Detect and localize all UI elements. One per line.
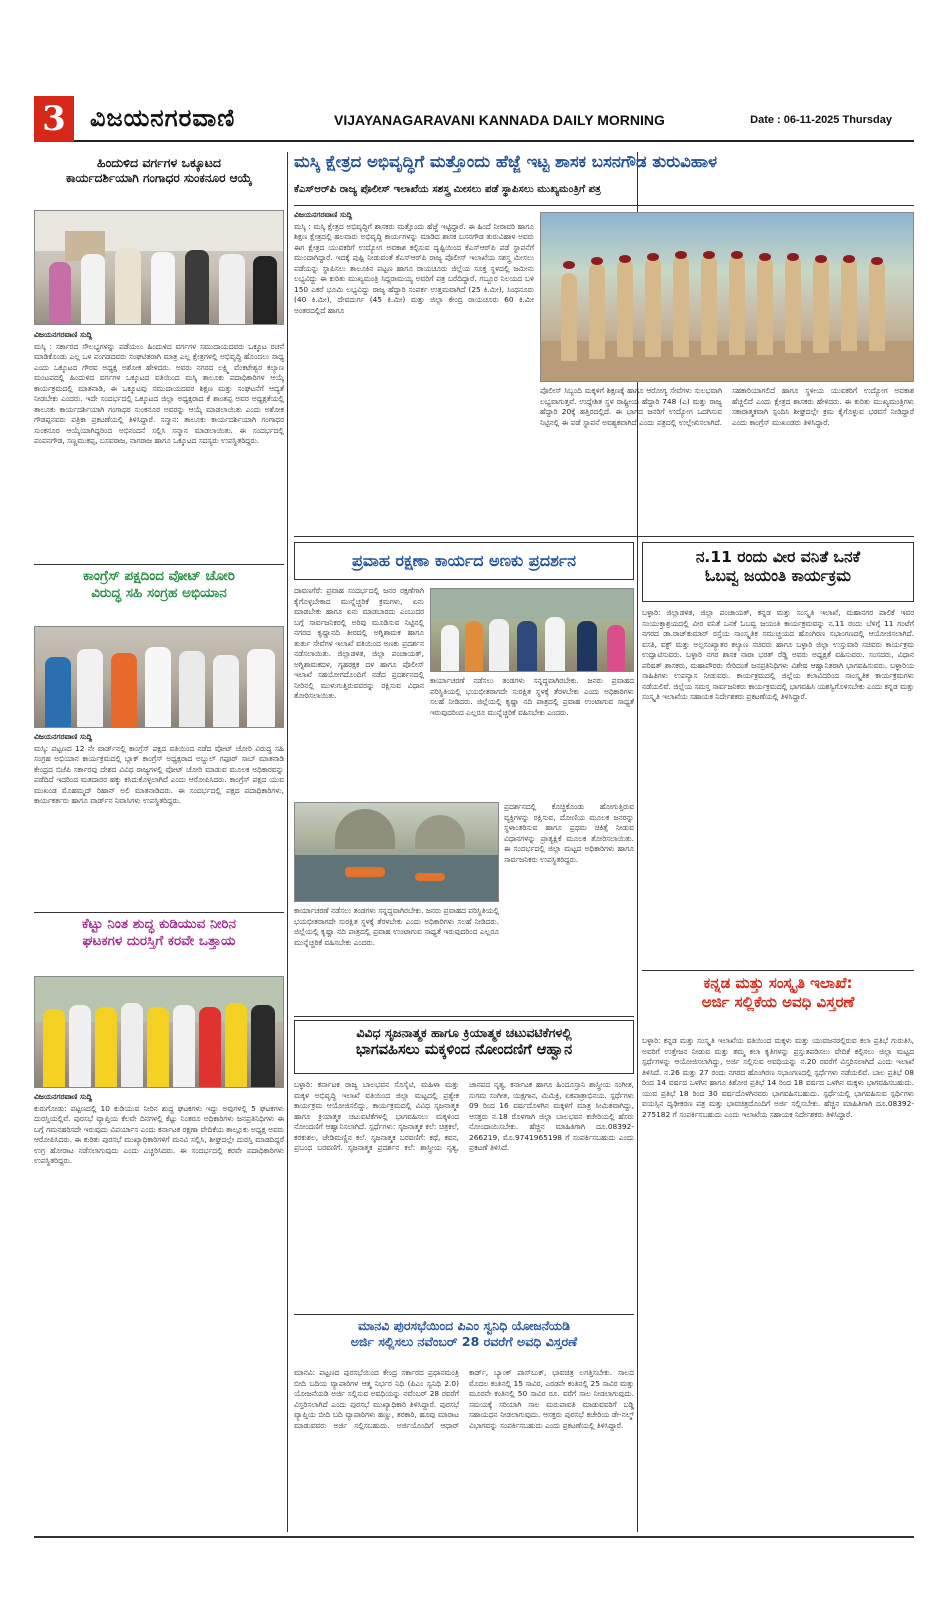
section-rule: [642, 970, 914, 971]
article-flood-drill-headline: [294, 542, 634, 580]
article-text: ಪೊಲೀಸ್ ಸಿಬ್ಬಂದಿ ಮಕ್ಕಳಿಗೆ ಶಿಕ್ಷಣಕ್ಕೆ ಹಾಗೂ ಆರೋಗ್ಯ ಸೇವೆಗಳು ಸುಲಭವಾಗಿ ಲಭ್ಯವಾಗುತ್ತವೆ. ಉದ್ದೇಶಿತ ಸ್ಥಳ ರಾಷ್ಟ್ರೀಯ ಹೆದ್ದಾರಿ 748 (ಎ) ಮತ್ತು ರಾಜ್ಯ ಹೆದ್ದಾರಿ 20ಕ್ಕೆ ಹತ್ತಿರದಲ್ಲಿದೆ. ಈ ಭಾಗದ ಜನರಿಗೆ ಉದ್ಯೋಗ ಒದಗಿಸುವ ನಿಟ್ಟಿನಲ್ಲಿ ಈ ಪಡೆ ಸ್ಥಾಪನೆ ಅವಶ್ಯಕವಾಗಿದೆ ಎಂದು ಪತ್ರದಲ್ಲಿ ಉಲ್ಲೇಖಿಸಲಾಗಿದೆ. ಸಹಕಾರಿಯಾಗಲಿದೆ ಹಾಗೂ ಸ್ಥಳೀಯ ಯುವಕರಿಗೆ ಉದ್ಯೋಗ ಅವಕಾಶ ಹೆಚ್ಚಲಿದೆ ಎಂದು ಕ್ಷೇತ್ರದ ಶಾಸಕರು ಹೇಳಿದರು. ಈ ಕುರಿತು ಮುಖ್ಯಮಂತ್ರಿಗಳು ಸಕಾರಾತ್ಮಕವಾಗಿ ಸ್ಪಂದಿಸಿ ಶೀಘ್ರದಲ್ಲೇ ಕ್ರಮ ಕೈಗೊಳ್ಳುವ ಭರವಸೆ ನೀಡಿದ್ದಾರೆ ಎಂದು ಕಾಂಗ್ರೆಸ್ ಮುಖಂಡರು ತಿಳಿಸಿದ್ದಾರೆ.: [540, 386, 914, 427]
section-rule: [294, 1016, 634, 1017]
article-text: ಬಳ್ಳಾರಿ: ಕರ್ನಾಟಕ ರಾಜ್ಯ ಬಾಲಭವನ ಸೊಸೈಟಿ, ಮಹಿಳಾ ಮತ್ತು ಮಕ್ಕಳ ಅಭಿವೃದ್ಧಿ ಇಲಾಖೆ ವತಿಯಿಂದ ಜಿಲ್ಲಾ ಮಟ್ಟದಲ್ಲಿ ಪ್ರತ್ಯೇಕ ಕಾರ್ಯಕ್ರಮ ಆಯೋಜಿಸಲಿದ್ದು, ಕಾರ್ಯಕ್ರಮದಲ್ಲಿ ವಿವಿಧ ಸೃಜನಾತ್ಮಕ ಹಾಗೂ ಕ್ರಿಯಾತ್ಮಕ ಚಟುವಟಿಕೆಗಳಲ್ಲಿ ಭಾಗವಹಿಸಲು ಮಕ್ಕಳಿಂದ ನೋಂದಣಿಗೆ ಆಹ್ವಾನಿಸಲಾಗಿದೆ. ಸ್ಪರ್ಧೆಗಳು: ಸೃಜನಾತ್ಮಕ ಕಲೆ: ಚಿತ್ರಕಲೆ, ಕರಕುಶಲ, ಜೇಡಿಮಣ್ಣಿನ ಕಲೆ. ಸೃಜನಾತ್ಮಕ ಬರವಣಿಗೆ: ಕಥೆ, ಕವನ, ಪ್ರಬಂಧ ಬರವಣಿಗೆ. ಸೃಜನಾತ್ಮಕ ಪ್ರದರ್ಶನ ಕಲೆ: ಶಾಸ್ತ್ರೀಯ ನೃತ್ಯ, ಜಾನಪದ ನೃತ್ಯ, ಕರ್ನಾಟಕ ಹಾಗೂ ಹಿಂದೂಸ್ತಾನಿ ಶಾಸ್ತ್ರೀಯ ಸಂಗೀತ, ಸುಗಮ ಸಂಗೀತ, ಯಕ್ಷಗಾನ, ಮಿಮಿಕ್ರಿ, ಏಕಪಾತ್ರಾಭಿನಯ. ಸ್ಪರ್ಧೆಗಳು 09 ರಿಂದ 16 ವರ್ಷದೊಳಗಿನ ಮಕ್ಕಳಿಗೆ ಮಾತ್ರ ಸೀಮಿತವಾಗಿದ್ದು, ಆಸಕ್ತರು ನ.18 ರೊಳಗಾಗಿ ಜಿಲ್ಲಾ ಬಾಲಭವನ ಕಚೇರಿಯಲ್ಲಿ ಹೆಸರು ನೋಂದಾಯಿಸಬೇಕು. ಹೆಚ್ಚಿನ ಮಾಹಿತಿಗಾಗಿ ದೂ.08392-266219, ಮೊ.9741965198 ಗೆ ಸಂಪರ್ಕಿಸಬಹುದು ಎಂದು ಪ್ರಕಟಣೆ ತಿಳಿಸಿದೆ.: [294, 1080, 634, 1153]
page-bottom-rule: [34, 1536, 914, 1538]
headline-line: ಕನ್ನಡ ಮತ್ತು ಸಂಸ್ಕೃತಿ ಇಲಾಖೆ:: [703, 974, 853, 992]
headline-line: ಅರ್ಜಿ ಸಲ್ಲಿಕೆಯ ಅವಧಿ ವಿಸ್ತರಣೆ: [701, 992, 855, 1011]
headline-line: ನ.11 ರಂದು ವೀರ ವನಿತೆ ಒನಕೆ: [695, 548, 861, 566]
headline-line: ವಿವಿಧ ಸೃಜನಾತ್ಮಕ ಹಾಗೂ ಕ್ರಿಯಾತ್ಮಕ ಚಟುವಟಿಕೆಗಳಲ್ಲಿ: [356, 1025, 572, 1040]
article-text: ಪ್ರದರ್ಶನದಲ್ಲಿ ಕೊಚ್ಚಿಕೊಂಡು ಹೋಗುತ್ತಿರುವ ವ್ಯಕ್ತಿಗಳನ್ನು ರಕ್ಷಿಸುವ, ದೋಣಿಯ ಮೂಲಕ ಜನರನ್ನು ಸ್ಥಳಾಂತರಿಸುವ ಹಾಗೂ ಪ್ರಥಮ ಚಿಕಿತ್ಸೆ ನೀಡುವ ವಿಧಾನಗಳನ್ನು ಪ್ರಾತ್ಯಕ್ಷಿಕೆ ಮೂಲಕ ತೋರಿಸಲಾಯಿತು. ಈ ಸಂದರ್ಭದಲ್ಲಿ ಜಿಲ್ಲಾ ಮಟ್ಟದ ಅಧಿಕಾರಿಗಳು ಹಾಗೂ ಸಾರ್ವಜನಿಕರು ಉಪಸ್ಥಿತರಿದ್ದರು.: [504, 802, 634, 864]
issue-date: Date : 06-11-2025 Thursday: [750, 114, 892, 126]
brand-kannada: ವಿಜಯನಗರವಾಣಿ: [90, 104, 236, 132]
photo-river-rescue: [294, 802, 499, 902]
article-creative-headline: [294, 1020, 634, 1074]
article-creative-body: [294, 1080, 634, 1310]
article-karave-body: [34, 1092, 284, 1532]
article-vote-chori-headline: [34, 568, 284, 624]
article-text: ಮಾನವಿ: ಪಟ್ಟಣದ ಪುರಸಭೆಯಿಂದ ಕೇಂದ್ರ ಸರ್ಕಾರದ ಪ್ರಧಾನಮಂತ್ರಿ ಬೀದಿ ಬದಿಯ ವ್ಯಾಪಾರಿಗಳ ಆತ್ಮ ನಿರ್ಭರ ನಿಧಿ (ಪಿಎಂ ಸ್ವನಿಧಿ 2.0) ಯೋಜನೆಯಡಿ ಅರ್ಜಿ ಸಲ್ಲಿಸುವ ಅವಧಿಯನ್ನು ನವೆಂಬರ್ 28 ರವರೆಗೆ ವಿಸ್ತರಿಸಲಾಗಿದೆ ಎಂದು ಪುರಸಭೆ ಮುಖ್ಯಾಧಿಕಾರಿ ತಿಳಿಸಿದ್ದಾರೆ. ಪುರಸಭೆ ವ್ಯಾಪ್ತಿಯ ಬೀದಿ ಬದಿ ವ್ಯಾಪಾರಿಗಳು ಹಣ್ಣು, ತರಕಾರಿ, ಹೂವು ಮಾರಾಟ ಮಾಡುವವರು ಅರ್ಜಿ ಸಲ್ಲಿಸಬಹುದು. ಅರ್ಜಿಯೊಂದಿಗೆ ಆಧಾರ್ ಕಾರ್ಡ್, ಬ್ಯಾಂಕ್ ಪಾಸ್‌ಬುಕ್, ಭಾವಚಿತ್ರ ಲಗತ್ತಿಸಬೇಕು. ಸಾಲದ ಮೊದಲ ಕಂತಿನಲ್ಲಿ 15 ಸಾವಿರ, ಎರಡನೇ ಕಂತಿನಲ್ಲಿ 25 ಸಾವಿರ ಮತ್ತು ಮೂರನೇ ಕಂತಿನಲ್ಲಿ 50 ಸಾವಿರ ರೂ. ವರೆಗೆ ಸಾಲ ನೀಡಲಾಗುವುದು. ಸಮಯಕ್ಕೆ ಸರಿಯಾಗಿ ಸಾಲ ಮರುಪಾವತಿ ಮಾಡುವವರಿಗೆ ಬಡ್ಡಿ ಸಹಾಯಧನ ನೀಡಲಾಗುವುದು. ಆಸಕ್ತರು ಪುರಸಭೆ ಕಚೇರಿಯ ಡೇ-ನಲ್ಮ್ ವಿಭಾಗವನ್ನು ಸಂಪರ್ಕಿಸಬಹುದು ಎಂದು ಪ್ರಕಟಣೆಯಲ್ಲಿ ತಿಳಿಸಿದ್ದಾರೆ.: [294, 1368, 634, 1430]
section-rule: [34, 912, 284, 913]
article-text: ಬಳ್ಳಾರಿ: ಜಿಲ್ಲಾಡಳಿತ, ಜಿಲ್ಲಾ ಪಂಚಾಯತ್, ಕನ್ನಡ ಮತ್ತು ಸಂಸ್ಕೃತಿ ಇಲಾಖೆ, ಮಹಾನಗರ ಪಾಲಿಕೆ ಇವರ ಸಂಯುಕ್ತಾಶ್ರಯದಲ್ಲಿ ವೀರ ವನಿತೆ ಒನಕೆ ಓಬವ್ವ ಜಯಂತಿ ಕಾರ್ಯಕ್ರಮವನ್ನು ನ.11 ರಂದು ಬೆಳಿಗ್ಗೆ 11 ಗಂಟೆಗೆ ನಗರದ ಡಾ.ರಾಜ್‌ಕುಮಾರ್ ರಸ್ತೆಯ ಸಾಂಸ್ಕೃತಿಕ ಸಮುಚ್ಚಯದ ಹೊಂಗಿರಣ ಸಭಾಂಗಣದಲ್ಲಿ ಆಯೋಜಿಸಲಾಗಿದೆ. ವಸತಿ, ವಕ್ಫ್ ಮತ್ತು ಅಲ್ಪಸಂಖ್ಯಾತರ ಕಲ್ಯಾಣ ಸಚಿವರು ಹಾಗೂ ಬಳ್ಳಾರಿ ಜಿಲ್ಲಾ ಉಸ್ತುವಾರಿ ಸಚಿವರು ಕಾರ್ಯಕ್ರಮ ಉದ್ಘಾಟಿಸುವರು. ಬಳ್ಳಾರಿ ನಗರ ಶಾಸಕ ನಾರಾ ಭರತ್ ರೆಡ್ಡಿ ಅವರು ಅಧ್ಯಕ್ಷತೆ ವಹಿಸುವರು. ಸಂಸದರು, ವಿಧಾನ ಪರಿಷತ್ ಶಾಸಕರು, ಮಹಾಪೌರರು ಸೇರಿದಂತೆ ಜನಪ್ರತಿನಿಧಿಗಳು ವಿಶೇಷ ಆಹ್ವಾನಿತರಾಗಿ ಭಾಗವಹಿಸುವರು. ಬಳ್ಳಾರಿಯ ಸಾಹಿತಿಗಳು ಉಪನ್ಯಾಸ ನೀಡುವರು. ಕಾರ್ಯಕ್ರಮದಲ್ಲಿ ಜಿಲ್ಲೆಯ ಕಲಾವಿದರಿಂದ ಸಾಂಸ್ಕೃತಿಕ ಕಾರ್ಯಕ್ರಮಗಳು ನಡೆಯಲಿವೆ. ಜಿಲ್ಲೆಯ ಸಮಸ್ತ ಸಾರ್ವಜನಿಕರು ಕಾರ್ಯಕ್ರಮದಲ್ಲಿ ಭಾಗವಹಿಸಿ ಯಶಸ್ವಿಗೊಳಿಸಬೇಕು ಎಂದು ಕನ್ನಡ ಮತ್ತು ಸಂಸ್ಕೃತಿ ಇಲಾಖೆಯ ಸಹಾಯಕ ನಿರ್ದೇಶಕರು ಪ್ರಕಟಣೆಯಲ್ಲಿ ತಿಳಿಸಿದ್ದಾರೆ.: [642, 608, 914, 702]
headline-line: ಕಾರ್ಯದರ್ಶಿಯಾಗಿ ಗಂಗಾಧರ ಸುಂಕನೂರ ಆಯ್ಕೆ: [65, 170, 253, 185]
column-rule: [637, 542, 638, 1532]
column-rule: [287, 152, 288, 1532]
article-kannada-dept-body: [642, 1036, 914, 1532]
article-onake-obavva-body: [642, 608, 914, 968]
headline-line: ಘಟಕಗಳ ದುರಸ್ತಿಗೆ ಕರವೇ ಒತ್ತಾಯ: [82, 932, 236, 949]
brand-english: VIJAYANAGARAVANI KANNADA DAILY MORNING: [334, 112, 665, 128]
article-text: ಮಸ್ಕಿ : ಮಸ್ಕಿ ಕ್ಷೇತ್ರದ ಅಭಿವೃದ್ಧಿಗೆ ಶಾಸಕರು ಮತ್ತೊಂದು ಹೆಜ್ಜೆ ಇಟ್ಟಿದ್ದಾರೆ. ಈ ಹಿಂದೆ ನೀರಾವರಿ ಹಾಗೂ ಶಿಕ್ಷಣ ಕ್ಷೇತ್ರದಲ್ಲಿ ಹಲವಾರು ಅಭಿವೃದ್ಧಿ ಕಾರ್ಯಗಳನ್ನು ಮಾಡಿದ ಶಾಸಕ ಬಸನಗೌಡ ತುರುವಿಹಾಳ ಅವರು ಈಗ ಕ್ಷೇತ್ರದ ಯುವಕರಿಗೆ ಉದ್ಯೋಗ ಅವಕಾಶ ಕಲ್ಪಿಸುವ ದೃಷ್ಟಿಯಿಂದ ಕೆಎಸ್‌ಆರ್‌ಪಿ ಪಡೆ ಸ್ಥಾಪನೆಗೆ ಮುಂದಾಗಿದ್ದಾರೆ. ಇದಕ್ಕೆ ಪುಷ್ಟಿ ನೀಡುವಂತೆ ಕೆಎಸ್‌ಆರ್‌ಪಿ ರಾಜ್ಯ ಪೊಲೀಸ್ ಇಲಾಖೆಯ ಸಶಸ್ತ್ರ ಮೀಸಲು ಪಡೆಯನ್ನು ಸ್ಥಾಪಿಸಲು ತಾಲೂಕಿನ ಪಟ್ಟಣ ಹಾಗೂ ರಾಯಚೂರು ಜಿಲ್ಲೆಯ ಸೂಕ್ತ ಸ್ಥಳದಲ್ಲಿ ಜಮೀನು ಲಭ್ಯವಿದ್ದು ಈ ಕುರಿತು ಮುಖ್ಯಮಂತ್ರಿ ಸಿದ್ದರಾಮಯ್ಯ ಅವರಿಗೆ ಪತ್ರ ಬರೆದಿದ್ದಾರೆ. ಗಬ್ಬೂರ ನಿಲಯದ ಬಳಿ 150 ಎಕರೆ ಭೂಮಿ ಲಭ್ಯವಿದ್ದು ರಾಜ್ಯ ಹೆದ್ದಾರಿ ಸಂಪರ್ಕ ಉತ್ತಮವಾಗಿದೆ (25 ಕಿ.ಮೀ), ಸಿಂಧನೂರು (40 ಕಿ.ಮೀ), ದೇವದುರ್ಗ (45 ಕಿ.ಮೀ) ಮತ್ತು ಜಿಲ್ಲಾ ಕೇಂದ್ರ ರಾಯಚೂರು 60 ಕಿ.ಮೀ ಅಂತರದಲ್ಲಿದೆ ಹಾಗೂ: [294, 221, 534, 315]
dateline: ವಿಜಯನಗರವಾಣಿ ಸುದ್ದಿ: [294, 210, 353, 219]
section-rule: [34, 564, 284, 565]
headline-line: ಓಬವ್ವ ಜಯಂತಿ ಕಾರ್ಯಕ್ರಮ: [705, 567, 851, 586]
article-text: ಮಸ್ಕಿ: ಪಟ್ಟಣದ 12 ನೇ ವಾರ್ಡ್‌ನಲ್ಲಿ ಕಾಂಗ್ರೆಸ್ ಪಕ್ಷದ ವತಿಯಿಂದ ನಡೆದ ವೋಟ್ ಚೋರಿ ವಿರುದ್ಧ ಸಹಿ ಸಂಗ್ರಹ ಅಭಿಯಾನ ಕಾರ್ಯಕ್ರಮದಲ್ಲಿ ಬ್ಲಾಕ್ ಕಾಂಗ್ರೆಸ್ ಅಧ್ಯಕ್ಷರಾದ ಅಬ್ದುಲ್ ಗಫೂರ್ ಸಾಬ್ ಮಾತನಾಡಿ ಕೇಂದ್ರದ ಬಿಜೆಪಿ ಸರ್ಕಾರವು ದೇಶದ ವಿವಿಧ ರಾಜ್ಯಗಳಲ್ಲಿ ವೋಟ್ ಚೋರಿ ಮಾಡುವ ಮೂಲಕ ಅಧಿಕಾರವನ್ನು ಪಡೆದಿದೆ ಇದರಿಂದ ಮತದಾರರ ಹಕ್ಕು ಕಸಿದುಕೊಳ್ಳಲಾಗಿದೆ ಎಂದು ಆರೋಪಿಸಿದರು. ಕಾಂಗ್ರೆಸ್ ಪಕ್ಷದ ಯುವ ಮುಖಂಡ ಮೊಹಮ್ಮದ್ ರಿಹಾನ್ ಅಲಿ ಮಾತನಾಡಿದರು. ಈ ಸಂದರ್ಭದಲ್ಲಿ ಪಕ್ಷದ ಪದಾಧಿಕಾರಿಗಳು, ಕಾರ್ಯಕರ್ತರು ಹಾಗೂ ವಾರ್ಡ್‌ನ ನಿವಾಸಿಗಳು ಉಪಸ್ಥಿತರಿದ್ದರು.: [34, 743, 284, 806]
photo-flood-drill-team: [430, 588, 634, 672]
article-text: ಮಸ್ಕಿ : ಸರ್ಕಾರದ ಸೌಲಭ್ಯಗಳನ್ನು ಪಡೆಯಲು ಹಿಂದುಳಿದ ವರ್ಗಗಳ ಸಮುದಾಯದವರು ಒಕ್ಕೂಟ ರಚನೆ ಮಾಡಿಕೊಂಡು ಎಲ್ಲ ಒಳ ಪಂಗಡದವರು ಸಂಘಟಿತರಾಗಿ ಮಾತ್ರ ಎಲ್ಲ ಕ್ಷೇತ್ರಗಳಲ್ಲಿ ಅಭಿವೃದ್ಧಿ ಹೊಂದಲು ಸಾಧ್ಯ ಎಂದು ಒಕ್ಕೂಟದ ಗೌರವ ಅಧ್ಯಕ್ಷ ಅಶೋಕ ಹೇಳಿದರು. ಅವರು ನಗರದ ಲಕ್ಷ್ಮಿ ವೆಂಕಟೇಶ್ವರ ಕಲ್ಯಾಣ ಮಂಟಪದಲ್ಲಿ ಹಿಂದುಳಿದ ವರ್ಗಗಳ ಒಕ್ಕೂಟದ ವತಿಯಿಂದ ಮಸ್ಕಿ ತಾಲೂಕು ಪದಾಧಿಕಾರಿಗಳ ಆಯ್ಕೆ ಕಾರ್ಯಕ್ರಮದಲ್ಲಿ ಮಾತನಾಡಿ, ಈ ಒಕ್ಕೂಟವು ಸಮುದಾಯದವರ ಶಿಕ್ಷಣ ಮತ್ತು ಸಂಘಟನೆಗೆ ಆದ್ಯತೆ ನೀಡಬೇಕು ಎಂದರು. ಇದೇ ಸಂದರ್ಭದಲ್ಲಿ ಒಕ್ಕೂಟದ ಜಿಲ್ಲಾ ಅಧ್ಯಕ್ಷರಾದ ಕೆ ಶಾಂತಪ್ಪ ಅವರ ಅಧ್ಯಕ್ಷತೆಯಲ್ಲಿ ತಾಲೂಕು ಕಾರ್ಯದರ್ಶಿಯಾಗಿ ಗಂಗಾಧರ ಸುಂಕನೂರ ಅವರನ್ನು ಆಯ್ಕೆ ಮಾಡಲಾಯಿತು ಎಂದು ಅಶೋಕ ಗೌಡಪ್ಪನವರು ಪತ್ರಿಕಾ ಪ್ರಕಟಣೆಯಲ್ಲಿ ತಿಳಿಸಿದ್ದಾರೆ. ಸನ್ಮಾನ: ತಾಲೂಕು ಕಾರ್ಯದರ್ಶಿಯಾಗಿ ಗಂಗಾಧರ ಸುಂಕನೂರ ಆಯ್ಕೆಯಾಗಿದ್ದರಿಂದ ಅಭಿನಂದನೆ ಸಲ್ಲಿಸಿ ಸನ್ಮಾನ ಮಾಡಲಾಯಿತು. ಈ ಸಂದರ್ಭದಲ್ಲಿ ಪಂಪನಗೌಡ, ಸಣ್ಣಮುಕಪ್ಪ, ಬಸವರಾಜ, ನಾಗರಾಜ ಹಾಗೂ ಒಕ್ಕೂಟದ ಸದಸ್ಯರು ಉಪಸ್ಥಿತರಿದ್ದರು.: [34, 341, 284, 446]
headline-line: ಮಸ್ಕಿ ಕ್ಷೇತ್ರದ ಅಭಿವೃದ್ಧಿಗೆ ಮತ್ತೊಂದು ಹೆಜ್ಜೆ ಇಟ್ಟ ಶಾಸಕ ಬಸನಗೌಡ ತುರುವಿಹಾಳ: [294, 152, 718, 171]
headline-line: ವಿರುದ್ಧ ಸಹಿ ಸಂಗ್ರಹ ಅಭಿಯಾನ: [91, 584, 227, 601]
article-kannada-dept-headline: [642, 974, 914, 1032]
photo-police-parade: [540, 212, 914, 382]
section-rule: [294, 536, 914, 537]
group-photo-karave: [34, 976, 284, 1088]
headline-line: ಪ್ರವಾಹ ರಕ್ಷಣಾ ಕಾರ್ಯದ ಅಣಕು ಪ್ರದರ್ಶನ: [351, 551, 577, 570]
section-rule: [294, 1314, 634, 1315]
article-vote-chori-body: [34, 732, 284, 908]
subheadline: ಕೆಎಸ್‌ಆರ್‌ಪಿ ರಾಜ್ಯ ಪೊಲೀಸ್ ಇಲಾಖೆಯ ಸಶಸ್ತ್ರ ಮೀಸಲು ಪಡೆ ಸ್ಥಾಪಿಸಲು ಮುಖ್ಯಮಂತ್ರಿಗೆ ಪತ್ರ: [294, 184, 601, 195]
lead-body-left: [294, 210, 534, 528]
page-number: 3: [34, 96, 74, 142]
dateline: ವಿಜಯನಗರವಾಣಿ ಸುದ್ದಿ: [34, 1092, 93, 1101]
article-pm-svanidhi-body: [294, 1368, 634, 1532]
article-pm-svanidhi-headline: [294, 1318, 634, 1366]
group-photo-office: [34, 210, 284, 325]
article-flood-drill-body2: [430, 676, 634, 796]
headline-line: ಭಾಗವಹಿಸಲು ಮಕ್ಕಳಿಂದ ನೋಂದಣಿಗೆ ಆಹ್ವಾನ: [355, 1041, 573, 1058]
article-flood-drill-body3: [504, 802, 634, 1012]
lead-subheadline: [294, 184, 914, 206]
masthead: [34, 96, 914, 142]
newspaper-page: [22, 12, 914, 1602]
article-text: ಕಾರ್ಯಾಚರಣೆ ನಡೆಸಲು ತಂಡಗಳು ಸನ್ನದ್ಧವಾಗಿರಬೇಕು. ಜನರು ಪ್ರವಾಹದ ಪರಿಸ್ಥಿತಿಯಲ್ಲಿ ಭಯಭೀತರಾಗದೇ ಸುರಕ್ಷಿತ ಸ್ಥಳಕ್ಕೆ ತೆರಳಬೇಕು ಎಂದು ಅಧಿಕಾರಿಗಳು ಸಲಹೆ ನೀಡಿದರು. ಜಿಲ್ಲೆಯಲ್ಲಿ ಕೃಷ್ಣಾ ನದಿ ಪಾತ್ರದಲ್ಲಿ ಪ್ರವಾಹ ಉಂಟಾಗುವ ಸಾಧ್ಯತೆ ಇರುವುದರಿಂದ ಎಲ್ಲರೂ ಮುನ್ನೆಚ್ಚರಿಕೆ ವಹಿಸಬೇಕು ಎಂದರು.: [294, 906, 499, 947]
article-backward-classes-headline: [34, 155, 284, 205]
headline-line: ಮಾನವಿ ಪುರಸಭೆಯಿಂದ ಪಿಎಂ ಸ್ವನಿಧಿ ಯೋಜನೆಯಡಿ: [357, 1318, 571, 1333]
article-onake-obavva-headline: [642, 542, 914, 602]
article-karave-headline: [34, 916, 284, 972]
headline-line: ಕೆಟ್ಟು ನಿಂತ ಶುದ್ಧ ಕುಡಿಯುವ ನೀರಿನ: [82, 916, 236, 932]
article-text: ಬಳ್ಳಾರಿ: ಕನ್ನಡ ಮತ್ತು ಸಂಸ್ಕೃತಿ ಇಲಾಖೆಯ ವತಿಯಿಂದ ಮಕ್ಕಳು ಮತ್ತು ಯುವಜನರಲ್ಲಿರುವ ಕಲಾ ಪ್ರತಿಭೆ ಗುರುತಿಸಿ, ಅವರಿಗೆ ಉತ್ತೇಜನ ನೀಡುವ ಮತ್ತು ತಮ್ಮ ಕಲಾ ಕೃತಿಗಳನ್ನು ಪ್ರಸ್ತುತಪಡಿಸಲು ವೇದಿಕೆ ಕಲ್ಪಿಸಲು ಜಿಲ್ಲಾ ಮಟ್ಟದ ಸ್ಪರ್ಧೆಗಳನ್ನು ಆಯೋಜಿಸಲಾಗಿದ್ದು, ಅರ್ಜಿ ಸಲ್ಲಿಸುವ ಅವಧಿಯನ್ನು ನ.20 ರವರೆಗೆ ವಿಸ್ತರಿಸಲಾಗಿದೆ ಎಂದು ಇಲಾಖೆ ತಿಳಿಸಿದೆ. ನ.26 ಮತ್ತು 27 ರಂದು ನಗರದ ಹೊಂಗಿರಣ ಸಭಾಂಗಣದಲ್ಲಿ ಸ್ಪರ್ಧೆಗಳು ನಡೆಯಲಿವೆ. ಬಾಲ ಪ್ರತಿಭೆ 08 ರಿಂದ 14 ವರ್ಷದ ಒಳಗಿನ ಹಾಗೂ ಕಿಶೋರ ಪ್ರತಿಭೆ 14 ರಿಂದ 18 ವರ್ಷದ ಒಳಗಿನ ಮಕ್ಕಳು ಭಾಗವಹಿಸಬಹುದು. ಯುವ ಪ್ರತಿಭೆ 18 ರಿಂದ 30 ವರ್ಷದೊಳಗಿನವರು ಭಾಗವಹಿಸಬಹುದು. ಸ್ಪರ್ಧೆಯಲ್ಲಿ ಭಾಗವಹಿಸುವ ಸ್ಪರ್ಧಿಗಳು ವಯಸ್ಸಿನ ದೃಢೀಕರಣ ಪತ್ರ ಮತ್ತು ಭಾವಚಿತ್ರದೊಂದಿಗೆ ಅರ್ಜಿ ಸಲ್ಲಿಸಬೇಕು. ಹೆಚ್ಚಿನ ಮಾಹಿತಿಗಾಗಿ ದೂ.08392-275182 ಗೆ ಸಂಪರ್ಕಿಸಬಹುದು ಎಂದು ಇಲಾಖೆಯ ಸಹಾಯಕ ನಿರ್ದೇಶಕರು ತಿಳಿಸಿದ್ದಾರೆ.: [642, 1036, 914, 1119]
article-text: ಕಾರ್ಯಾಚರಣೆ ನಡೆಸಲು ತಂಡಗಳು ಸನ್ನದ್ಧವಾಗಿರಬೇಕು. ಜನರು ಪ್ರವಾಹದ ಪರಿಸ್ಥಿತಿಯಲ್ಲಿ ಭಯಭೀತರಾಗದೇ ಸುರಕ್ಷಿತ ಸ್ಥಳಕ್ಕೆ ತೆರಳಬೇಕು ಎಂದು ಅಧಿಕಾರಿಗಳು ಸಲಹೆ ನೀಡಿದರು. ಜಿಲ್ಲೆಯಲ್ಲಿ ಕೃಷ್ಣಾ ನದಿ ಪಾತ್ರದಲ್ಲಿ ಪ್ರವಾಹ ಉಂಟಾಗುವ ಸಾಧ್ಯತೆ ಇರುವುದರಿಂದ ಎಲ್ಲರೂ ಮುನ್ನೆಚ್ಚರಿಕೆ ವಹಿಸಬೇಕು ಎಂದರು.: [430, 676, 634, 717]
article-backward-classes-body: [34, 330, 284, 560]
article-text: ಕುರುಗೋಡು: ಪಟ್ಟಣದಲ್ಲಿ 10 ಕುಡಿಯುವ ನೀರಿನ ಶುದ್ಧ ಘಟಕಗಳು ಇದ್ದು ಅವುಗಳಲ್ಲಿ 5 ಘಟಕಗಳು ದುರಸ್ತಿಯಲ್ಲಿವೆ. ಪುರಸಭೆ ವ್ಯಾಪ್ತಿಯ ಕೆಲವೇ ದಿನಗಳಲ್ಲಿ ಕೆಟ್ಟು ನಿಂತರೂ ಅಧಿಕಾರಿಗಳು ಜನಪ್ರತಿನಿಧಿಗಳು ಈ ಬಗ್ಗೆ ಗಮನಹರಿಸದೇ ಇರುವುದು ವಿಪರ್ಯಾಸ ಎಂದು ಕರ್ನಾಟಕ ರಕ್ಷಣಾ ವೇದಿಕೆಯ ತಾಲ್ಲೂಕು ಅಧ್ಯಕ್ಷ ಅವರು ಆರೋಪಿಸಿದರು. ಈ ಕುರಿತು ಪುರಸಭೆ ಮುಖ್ಯಾಧಿಕಾರಿಗಳಿಗೆ ಮನವಿ ಸಲ್ಲಿಸಿ, ಶೀಘ್ರದಲ್ಲೇ ದುರಸ್ತಿ ಮಾಡದಿದ್ದರೆ ಉಗ್ರ ಹೋರಾಟ ನಡೆಸಲಾಗುವುದು ಎಂದು ಎಚ್ಚರಿಸಿದರು. ಈ ಸಂದರ್ಭದಲ್ಲಿ ಕರವೇ ಪದಾಧಿಕಾರಿಗಳು ಉಪಸ್ಥಿತರಿದ್ದರು.: [34, 1103, 284, 1166]
dateline: ವಿಜಯನಗರವಾಣಿ ಸುದ್ದಿ: [34, 732, 93, 741]
dateline: ವಿಜಯನಗರವಾಣಿ ಸುದ್ದಿ: [34, 330, 93, 339]
article-flood-drill-body3-cont: [294, 906, 499, 1012]
lead-body-right: [540, 386, 914, 532]
article-flood-drill-body1: [294, 586, 424, 796]
article-text: ದಾವಣಗೆರೆ: ಪ್ರವಾಹ ಸಂದರ್ಭದಲ್ಲಿ ಜನರ ರಕ್ಷಣೆಗಾಗಿ ಕೈಗೊಳ್ಳಬೇಕಾದ ಮುನ್ನೆಚ್ಚರಿಕೆ ಕ್ರಮಗಳು, ಏನು ಮಾಡಬೇಕು ಹಾಗೂ ಏನು ಮಾಡಬಾರದು ಎಂಬುದರ ಬಗ್ಗೆ ಸಾರ್ವಜನಿಕರಲ್ಲಿ ಅರಿವು ಮೂಡಿಸುವ ನಿಟ್ಟಿನಲ್ಲಿ ನಗರದ ಕೃಷ್ಣಾನದಿ ತೀರದಲ್ಲಿ ಅಗ್ನಿಶಾಮಕ ಹಾಗೂ ತುರ್ತು ಸೇವೆಗಳ ಇಲಾಖೆ ವತಿಯಿಂದ ಅಣಕು ಪ್ರದರ್ಶನ ನಡೆಸಲಾಯಿತು. ಜಿಲ್ಲಾಡಳಿತ, ಜಿಲ್ಲಾ ಪಂಚಾಯತ್, ಅಗ್ನಿಶಾಮಕದಳ, ಗೃಹರಕ್ಷಕ ದಳ ಹಾಗೂ ಪೊಲೀಸ್ ಇಲಾಖೆ ಸಹಯೋಗದೊಂದಿಗೆ ನಡೆದ ಪ್ರದರ್ಶನದಲ್ಲಿ ನೀರಿನಲ್ಲಿ ಮುಳುಗುತ್ತಿರುವವರನ್ನು ರಕ್ಷಿಸುವ ವಿಧಾನ ತೋರಿಸಲಾಯಿತು.: [294, 586, 424, 701]
group-photo-signature-campaign: [34, 626, 284, 728]
headline-line: ಕಾಂಗ್ರೆಸ್ ಪಕ್ಷದಿಂದ ವೋಟ್ ಚೋರಿ: [83, 568, 235, 584]
headline-line: ಹಿಂದುಳಿದ ವರ್ಗಗಳ ಒಕ್ಕೂಟದ: [96, 155, 221, 170]
lead-headline: [294, 152, 914, 182]
headline-line: ಅರ್ಜಿ ಸಲ್ಲಿಸಲು ನವೆಂಬರ್ 28 ರವರೆಗೆ ಅವಧಿ ವಿಸ್ತರಣೆ: [350, 1333, 578, 1349]
